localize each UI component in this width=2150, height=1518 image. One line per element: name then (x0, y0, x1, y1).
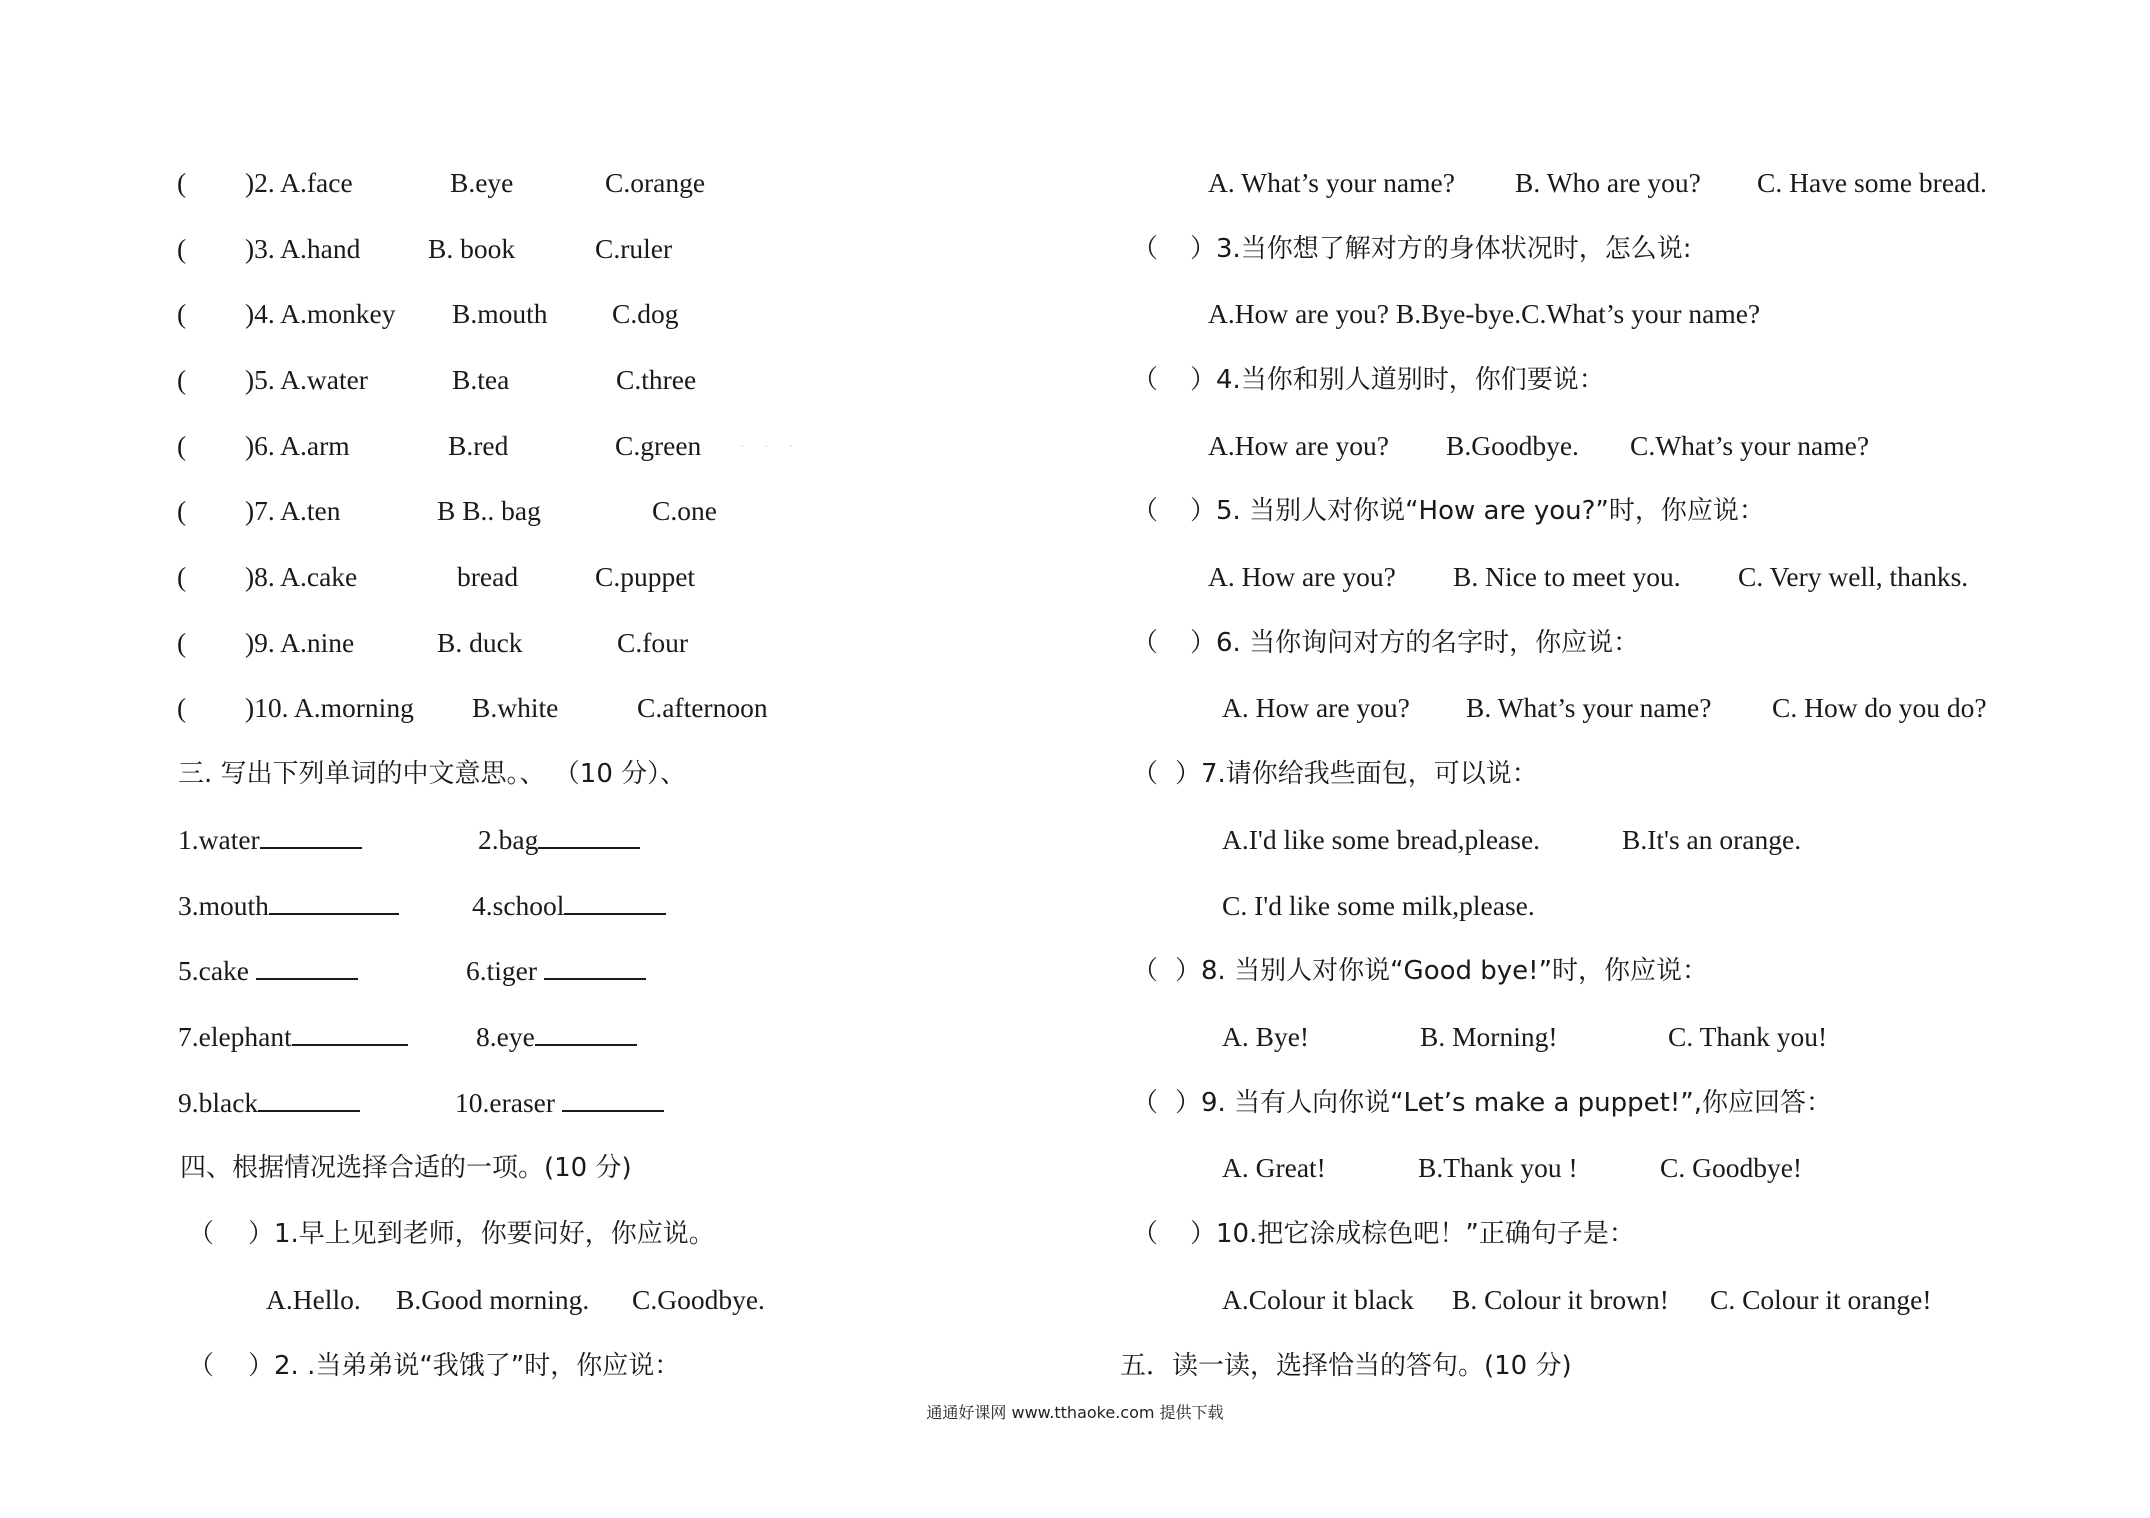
word-label: 5.cake (178, 955, 249, 986)
question-option-b: B.tea (452, 364, 510, 395)
option-c: C. Very well, thanks. (1738, 561, 1969, 592)
question-option-a: )3. A.hand (245, 233, 361, 264)
question-option-a: )8. A.cake (245, 561, 358, 592)
answer-paren: （ (188, 1351, 215, 1381)
question-option-b: B B.. bag (437, 495, 541, 526)
word-item (178, 822, 362, 858)
word-label: 9.black (178, 1087, 259, 1118)
word-item (478, 822, 640, 858)
question-option-b: B. duck (437, 627, 523, 658)
question-option-c: C.green (615, 430, 702, 461)
word-item (178, 888, 399, 924)
answer-paren: （ (1132, 1088, 1159, 1118)
section-3-title: 三. 写出下列单词的中文意思。、 （10 分）、 (178, 759, 687, 789)
word-item (476, 1019, 637, 1055)
question-option-b: bread (457, 561, 519, 592)
answer-paren: ( (177, 364, 187, 395)
answer-blank[interactable] (256, 954, 358, 980)
question-text: ）8. 当别人对你说“Good bye!”时，你应说： (1175, 956, 1709, 986)
answer-blank[interactable] (535, 1020, 637, 1046)
word-item (455, 1085, 664, 1121)
word-label: 3.mouth (178, 890, 269, 921)
question-text: ）6. 当你询问对方的名字时，你应说： (1190, 628, 1640, 658)
question-text: ）7.请你给我些面包，可以说： (1175, 759, 1538, 789)
question-option-c: C.orange (605, 167, 706, 198)
option-a: A.Colour it black (1222, 1284, 1414, 1315)
question-option-c: C.ruler (595, 233, 673, 264)
word-item (178, 1085, 360, 1121)
option-b: B. Who are you? (1515, 167, 1701, 198)
option-c: C. Have some bread. (1757, 167, 1987, 198)
option-c: C.What’s your name? (1630, 430, 1870, 461)
option-a: A. Bye! (1222, 1021, 1310, 1052)
answer-blank[interactable] (260, 823, 362, 849)
question-text: ）2. .当弟弟说“我饿了”时，你应说： (248, 1351, 681, 1381)
option-c: C. I'd like some milk,please. (1222, 890, 1535, 921)
word-label: 6.tiger (466, 955, 538, 986)
question-text: ）5. 当别人对你说“How are you?”时，你应说： (1190, 496, 1765, 526)
question-option-b: B.mouth (452, 298, 548, 329)
option-c: C.Goodbye. (632, 1284, 765, 1315)
option-b: B.It's an orange. (1622, 824, 1802, 855)
question-option-a: )9. A.nine (245, 627, 355, 658)
word-label: 7.elephant (178, 1021, 292, 1052)
question-option-c: C.four (617, 627, 689, 658)
answer-blank[interactable] (562, 1086, 664, 1112)
word-label: 10.eraser (455, 1087, 556, 1118)
option-c: C. How do you do? (1772, 692, 1987, 723)
answer-paren: （ (1132, 956, 1159, 986)
option-c: C. Thank you! (1668, 1021, 1828, 1052)
answer-paren: ( (177, 627, 187, 658)
answer-paren: ( (177, 495, 187, 526)
answer-paren: ( (177, 692, 187, 723)
question-text: ）1.早上见到老师，你要问好，你应说。 (248, 1219, 715, 1249)
answer-paren: ( (177, 233, 187, 264)
answer-blank[interactable] (292, 1020, 408, 1046)
answer-paren: （ (1132, 496, 1159, 526)
question-option-c: C.three (616, 364, 697, 395)
question-option-b: B.eye (450, 167, 514, 198)
answer-paren: ( (177, 430, 187, 461)
answer-paren: ( (177, 167, 187, 198)
footer-watermark: 通通好课网 www.tthaoke.com 提供下载 (926, 1403, 1224, 1422)
option-b: B. Colour it brown! (1452, 1284, 1669, 1315)
question-option-b: B.white (472, 692, 559, 723)
answer-paren: ( (177, 561, 187, 592)
word-item (472, 888, 666, 924)
word-item (178, 1019, 408, 1055)
option-a: A. What’s your name? (1208, 167, 1455, 198)
section-5-title: 五．读一读，选择恰当的答句。(10 分) (1120, 1351, 1572, 1381)
question-option-b: B.red (448, 430, 509, 461)
option-b: B.Good morning. (396, 1284, 590, 1315)
word-item (466, 953, 646, 989)
answer-paren: （ (1132, 365, 1159, 395)
word-label: 1.water (178, 824, 260, 855)
answer-blank[interactable] (538, 823, 640, 849)
question-text: ）3.当你想了解对方的身体状况时，怎么说: (1190, 234, 1692, 264)
faint-dots: · · · (740, 440, 801, 455)
option-a: A.I'd like some bread,please. (1222, 824, 1541, 855)
answer-paren: （ (188, 1219, 215, 1249)
question-option-a: )7. A.ten (245, 495, 341, 526)
answer-blank[interactable] (269, 889, 399, 915)
question-text: ）10.把它涂成棕色吧！”正确句子是： (1190, 1219, 1635, 1249)
option-b: B.Thank you ! (1418, 1152, 1578, 1183)
section-4-title: 四、根据情况选择合适的一项。(10 分) (180, 1153, 632, 1183)
option-a: A. How are you? (1208, 561, 1396, 592)
option-a: A.How are you? (1208, 430, 1389, 461)
question-option-c: C.one (652, 495, 717, 526)
question-text: ）4.当你和别人道别时，你们要说： (1190, 365, 1605, 395)
answer-blank[interactable] (564, 889, 666, 915)
word-label: 8.eye (476, 1021, 535, 1052)
word-label: 2.bag (478, 824, 539, 855)
options-line: A.How are you? B.Bye-bye.C.What’s your name? (1208, 298, 1761, 329)
question-option-b: B. book (428, 233, 516, 264)
word-item (178, 953, 358, 989)
question-option-c: C.puppet (595, 561, 696, 592)
option-b: B.Goodbye. (1446, 430, 1579, 461)
question-option-a: )5. A.water (245, 364, 368, 395)
question-option-a: )4. A.monkey (245, 298, 396, 329)
question-option-c: C.afternoon (637, 692, 768, 723)
option-c: C. Colour it orange! (1710, 1284, 1932, 1315)
question-option-c: C.dog (612, 298, 679, 329)
question-option-a: )6. A.arm (245, 430, 350, 461)
question-option-a: )2. A.face (245, 167, 353, 198)
question-text: ）9. 当有人向你说“Let’s make a puppet!”,你应回答： (1175, 1088, 1833, 1118)
answer-blank[interactable] (258, 1086, 360, 1112)
option-b: B. Nice to meet you. (1453, 561, 1681, 592)
answer-paren: （ (1132, 234, 1159, 264)
word-label: 4.school (472, 890, 565, 921)
question-option-a: )10. A.morning (245, 692, 414, 723)
option-a: A.Hello. (266, 1284, 361, 1315)
answer-paren: ( (177, 298, 187, 329)
option-a: A. Great! (1222, 1152, 1326, 1183)
answer-paren: （ (1132, 1219, 1159, 1249)
answer-paren: （ (1132, 628, 1159, 658)
answer-paren: （ (1132, 759, 1159, 789)
option-b: B. Morning! (1420, 1021, 1558, 1052)
option-a: A. How are you? (1222, 692, 1410, 723)
option-b: B. What’s your name? (1466, 692, 1712, 723)
answer-blank[interactable] (544, 954, 646, 980)
option-c: C. Goodbye! (1660, 1152, 1803, 1183)
